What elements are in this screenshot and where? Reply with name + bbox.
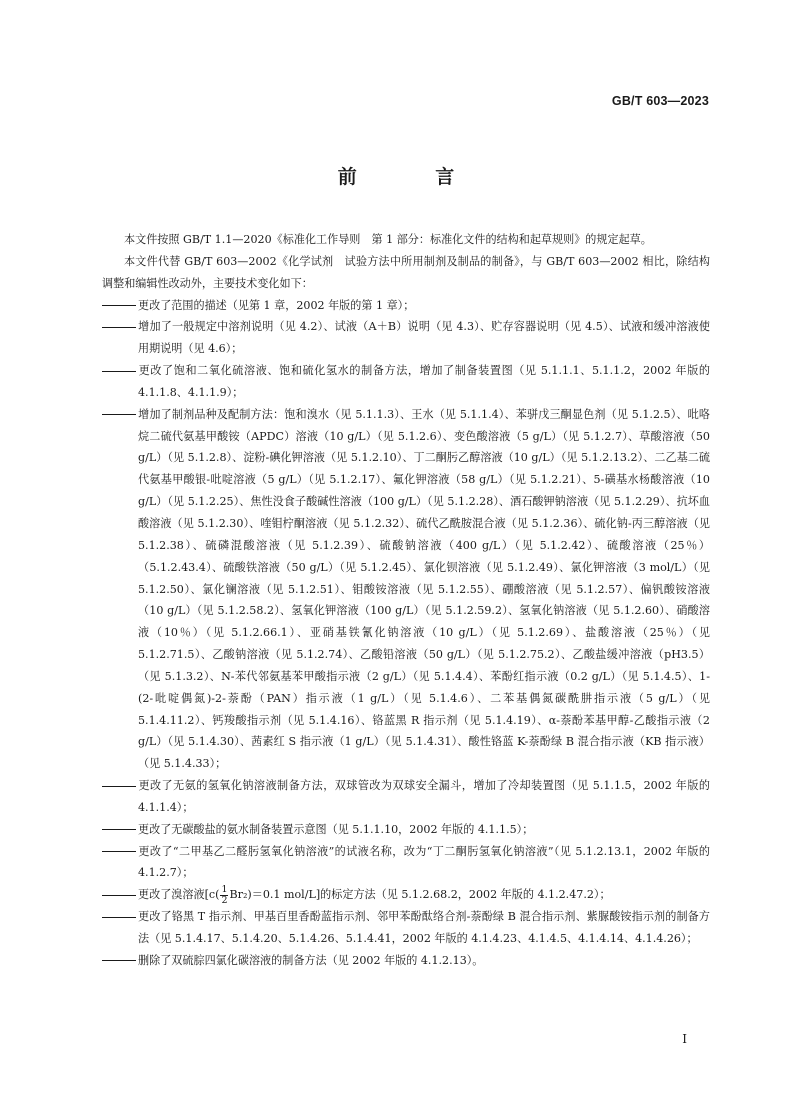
em-dash-marker [102,950,138,972]
standard-code: GB/T 603—2023 [611,94,709,108]
change-item-bromine: 更改了溴溶液[c( $\frac{1}{2}$ Br₂)＝0.1 mol/L]的标定方法（见 5.1.2.68.2，2002 年版的 4.1.2.47.2）； [102,884,710,906]
em-dash-marker [102,841,138,863]
em-dash-marker [102,316,138,338]
change-item: 更改了无氨的氢氧化钠溶液制备方法，双球管改为双球安全漏斗，增加了冷却装置图（见 5.1.1.5，2002 年版的 4.1.1.4）； [102,775,710,819]
change-item: 增加了制剂品种及配制方法：饱和溴水（见 5.1.1.3）、王水（见 5.1.1.4）、苯骈戊三酮显色剂（见 5.1.2.5）、吡咯烷二硫代氨基甲酸铵（APDC）溶液（10 g/L）（见 5.1.2.6）、变色酸溶液（5 g/L）（见 5.1.2.7）、草酸溶液（50 g/L）（见 5.1.2.8）、淀粉-碘化钾溶液（见 5.1.2.10）、丁二酮肟乙醇溶液（10 g/L）（见 5.1.2.13.2）、二乙基二硫代氨基甲酸银-吡啶溶液（5 g/L）（见 5.1.2.17）、氟化钾溶液（58 g/L）（见 5.1.2.21）、5-磺基水杨酸溶液（10 g/L）（见 5.1.2.25）、焦性没食子酸碱性溶液（100 g/L）（见 5.1.2.28）、酒石酸钾钠溶液（见 5.1.2.29）、抗坏血酸溶液（见 5.1.2.30）、喹钼柠酮溶液（见 5.1.2.32）、硫代乙酰胺混合液（见 5.1.2.36）、硫化钠-丙三醇溶液（见 5.1.2.38）、硫磷混酸溶液（见 5.1.2.39）、硫酸钠溶液（400 g/L）（见 5.1.2.42）、硫酸溶液（25％）（5.1.2.43.4）、硫酸铁溶液（50 g/L）（见 5.1.2.45）、氯化钡溶液（见 5.1.2.49）、氯化钾溶液（3 mol/L）（见 5.1.2.50）、氯化镧溶液（见 5.1.2.51）、钼酸铵溶液（见 5.1.2.55）、硼酸溶液（见 5.1.2.57）、偏钒酸铵溶液（10 g/L）（见 5.1.2.58.2）、氢氧化钾溶液（100 g/L）（见 5.1.2.59.2）、氢氧化钠溶液（见 5.1.2.60）、硝酸溶液（10％）（见 5.1.2.66.1）、亚硝基铁氰化钠溶液（10 g/L）（见 5.1.2.69）、盐酸溶液（25％）（见 5.1.2.71.5）、乙酸钠溶液（见 5.1.2.74）、乙酸铅溶液（50 g/L）（见 5.1.2.75.2）、乙酸盐缓冲溶液（pH3.5）（见 5.1.3.2）、N-苯代邻氨基苯甲酸指示液（2 g/L）（见 5.1.4.4）、苯酚红指示液（0.2 g/L）（见 5.1.4.5）、1-(2-吡啶偶氮)-2-萘酚（PAN）指示液（1 g/L）（见 5.1.4.6）、二苯基偶氮碳酰肼指示液（5 g/L）（见 5.1.4.11.2）、钙羧酸指示剂（见 5.1.4.16）、铬蓝黑 R 指示剂（见 5.1.4.19）、α-萘酚苯基甲醇-乙酸指示液（2 g/L）（见 5.1.4.30）、茜素红 S 指示液（1 g/L）（见 5.1.4.31）、酸性铬蓝 K-萘酚绿 B 混合指示液（KB 指示液）（见 5.1.4.33）； [102,404,710,775]
em-dash-marker [102,360,138,382]
foreword-body [102,229,710,972]
em-dash-marker [102,906,138,928]
fraction-one-half: $\frac{1}{2}$ [221,883,228,906]
page-number: I [682,1032,687,1046]
em-dash-marker [102,819,138,841]
change-item: 更改了“二甲基乙二醛肟氢氧化钠溶液”的试液名称，改为“丁二酮肟氢氧化钠溶液”（见 5.1.2.13.1，2002 年版的 4.1.2.7）； [102,841,710,885]
em-dash-marker [102,404,138,426]
change-item: 删除了双硫腙四氯化碳溶液的制备方法（见 2002 年版的 4.1.2.13）。 [102,950,710,972]
paragraph-drafting-rules: 本文件按照 GB/T 1.1—2020《标准化工作导则 第 1 部分：标准化文件的结构和起草规则》的规定起草。 [124,233,652,246]
em-dash-marker [102,775,138,797]
change-item: 更改了范围的描述（见第 1 章，2002 年版的第 1 章）； [102,295,710,317]
change-item: 增加了一般规定中溶剂说明（见 4.2）、试液（A＋B）说明（见 4.3）、贮存容器说明（见 4.5）、试液和缓冲溶液使用期说明（见 4.6）； [102,316,710,360]
change-item: 更改了无碳酸盐的氨水制备装置示意图（见 5.1.1.10，2002 年版的 4.1.1.5）； [102,819,710,841]
paragraph-replacement-note: 本文件代替 GB/T 603—2002《化学试剂 试验方法中所用制剂及制品的制备》，与 GB/T 603—2002 相比，除结构调整和编辑性改动外，主要技术变化如下： [102,254,710,290]
page-title: 前 言 [337,166,491,188]
change-item: 更改了饱和二氧化硫溶液、饱和硫化氢水的制备方法，增加了制备装置图（见 5.1.1.1、5.1.1.2，2002 年版的 4.1.1.8、4.1.1.9）； [102,360,710,404]
bromine-formula: Br₂ [229,888,248,902]
em-dash-marker [102,884,138,906]
change-item: 更改了铬黑 T 指示剂、甲基百里香酚蓝指示剂、邻甲苯酚酞络合剂-萘酚绿 B 混合指示剂、紫脲酸铵指示剂的制备方法（见 5.1.4.17、5.1.4.20、5.1.4.26、5.1.4.41，2002 年版的 4.1.4.23、4.1.4.5、4.1.4.14、4.1.4.26）； [102,906,710,950]
em-dash-marker [102,295,138,317]
